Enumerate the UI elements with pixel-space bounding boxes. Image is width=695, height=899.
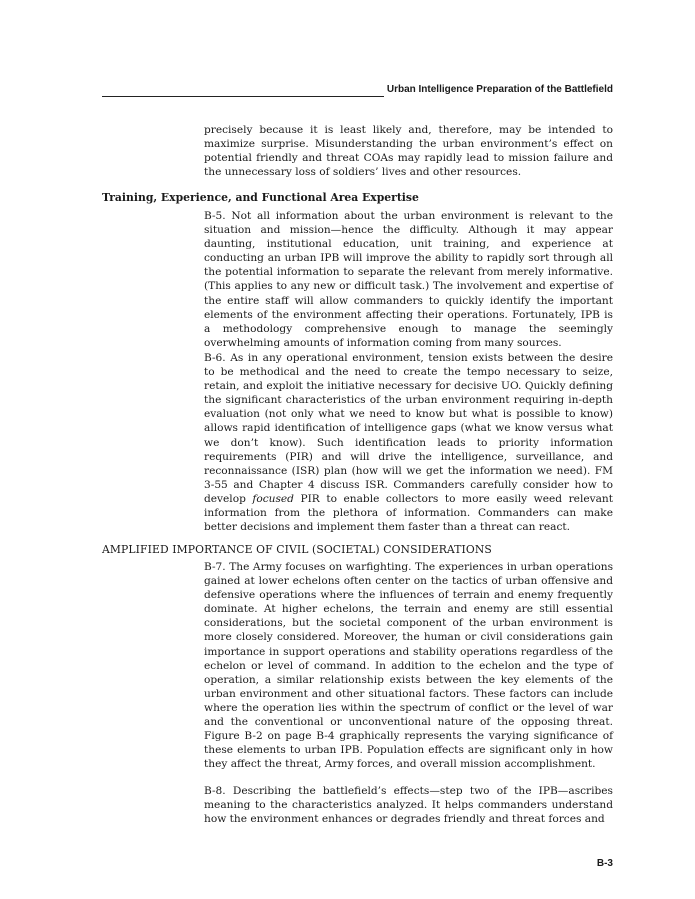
paragraph-b6-block [204, 351, 613, 534]
page-number: B-3 [596, 858, 613, 869]
paragraph-b8-block [204, 784, 613, 826]
paragraph-b8: B-8. Describing the battlefield’s effects—step two of the IPB—ascribes meaning to the characteristics analyzed. It helps commanders understand how the environment enhances or degrades friendly and threat forces and [204, 785, 613, 826]
paragraph-b6-text-b: PIR to enable collectors to more easily weed relevant information from the plethora of information. Commanders can make better decisions and implement them faster than a threat can react. [204, 492, 613, 534]
paragraph-b7: B-7. The Army focuses on warfighting. The experiences in urban operations gained at lower echelons often center on the tactics of urban offensive and defensive operations where the influences of terrain and enemy frequently dominate. At higher echelons, the terrain and enemy are still essential considerations, but the societal component of the urban environment is more closely considered. Moreover, the human or civil considerations gain importance in support operations and stability operations regardless of the echelon or level of command. In addition to the echelon and the type of operation, a similar relationship exists between the key elements of the urban environment and other situational factors. These factors can include where the operation lies within the spectrum of conflict or the level of war and the conventional or unconventional nature of the opposing threat. Figure B-2 on page B-4 graphically represents the varying significance of these elements to urban IPB. Population effects are significant only in how they affect the threat, Army forces, and overall mission accomplishment. [204, 561, 613, 771]
continuation-paragraph-block [204, 123, 613, 179]
paragraph-b6-emphasis: focused [252, 492, 294, 505]
continuation-paragraph: precisely because it is least likely and, therefore, may be intended to maximize surprise. Misunderstanding the urban environment’s effect on potential friendly and threat COAs may rapidly lead to mission failure and the unnecessary loss of soldiers’ lives and other resources. [204, 124, 613, 179]
paragraph-b7-block [204, 560, 613, 771]
header-rule [102, 96, 384, 97]
paragraph-b6-text-a: B-6. As in any operational environment, tension exists between the desire to be methodical and the need to create the tempo necessary to seize, retain, and exploit the initiative necessary for decisive UO. Quickly defining the significant characteristics of the urban environment requiring in-depth evaluation (not only what we need to know but what is possible to know) allows rapid identification of intelligence gaps (what we know versus what we don’t know). Such identification leads to priority information requirements (PIR) and will drive the intelligence, surveillance, and reconnaissance (ISR) plan (how will we get the information we need). FM 3-55 and Chapter 4 discuss ISR. Commanders carefully consider how to develop [204, 352, 613, 505]
paragraph-b5: B-5. Not all information about the urban environment is relevant to the situation and mission—hence the difficulty. Although it may appear daunting, institutional education, unit training, and experience at conducting an urban IPB will improve the ability to rapidly sort through all the potential information to separate the relevant from merely informative. (This applies to any new or difficult task.) The involvement and expertise of the entire staff will allow commanders to quickly identify the important elements of the environment affecting their operations. Fortunately, IPB is a methodology comprehensive enough to manage the seemingly overwhelming amounts of information coming from many sources. [204, 210, 613, 349]
paragraph-b5-block [204, 209, 613, 350]
paragraph-b6 [204, 351, 613, 534]
section-heading-civil-considerations: AMPLIFIED IMPORTANCE OF CIVIL (SOCIETAL) CONSIDERATIONS [102, 543, 492, 556]
section-heading-training: Training, Experience, and Functional Area Expertise [102, 191, 419, 204]
running-header-title: Urban Intelligence Preparation of the Battlefield [386, 84, 613, 95]
